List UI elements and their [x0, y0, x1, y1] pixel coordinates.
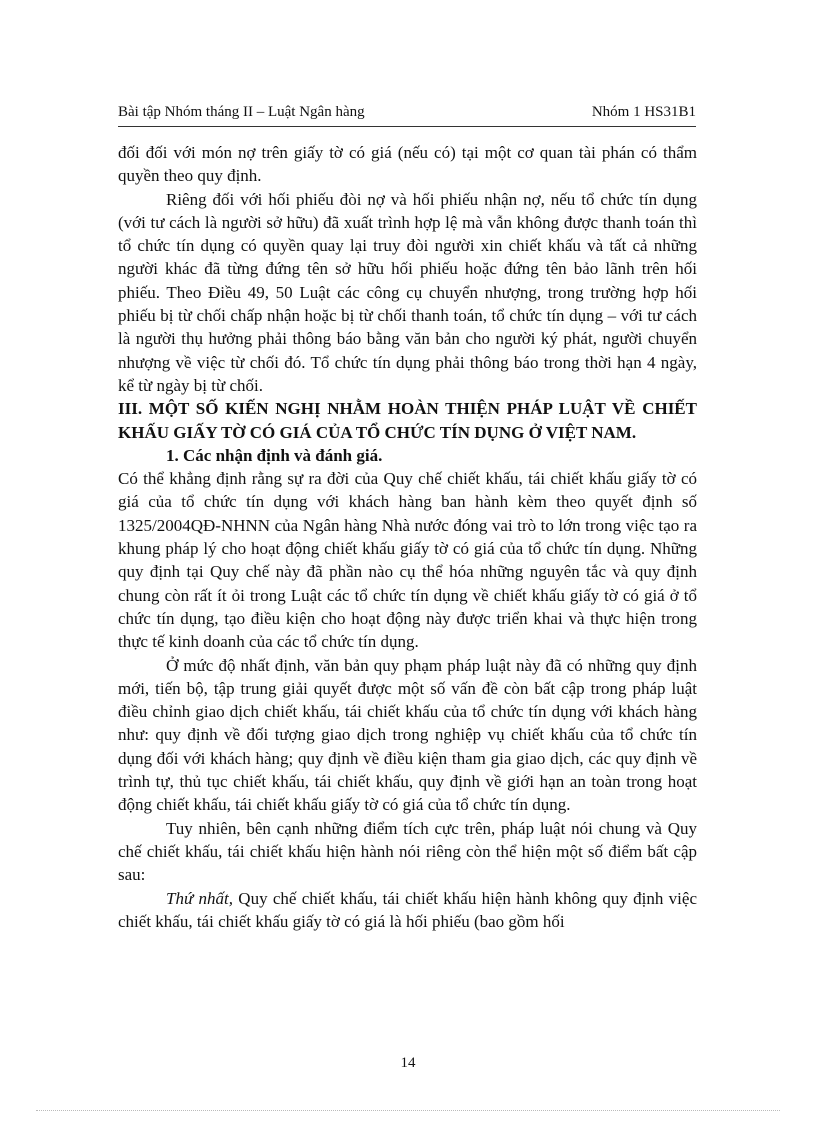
header-left-title: Bài tập Nhóm tháng II – Luật Ngân hàng [118, 104, 365, 120]
first-point-text: Quy chế chiết khấu, tái chiết khấu hiện hành không quy định việc chiết khấu, tái chiết khấu giấy tờ có giá là hối phiếu (bao gồm hối [118, 888, 697, 931]
header-divider [118, 126, 696, 127]
page-bottom-border [36, 1110, 780, 1111]
paragraph-recourse: Riêng đối với hối phiếu đòi nợ và hối phiếu nhận nợ, nếu tổ chức tín dụng (với tư cách là người sở hữu) đã xuất trình hợp lệ mà vẫn không được thanh toán thì tổ chức tín dụng có quyền quay lại truy đòi người xin chiết khấu và tất cả những người khác đã từng đứng tên sở hữu hối phiếu hoặc đứng tên bảo lãnh trên hối phiếu. Theo Điều 49, 50 Luật các công cụ chuyển nhượng, trong trường hợp hối phiếu bị từ chối chấp nhận hoặc bị từ chối thanh toán, tổ chức tín dụng – với tư cách là người thụ hưởng phải thông báo bằng văn bản cho người ký phát, người chuyển nhượng về việc từ chối đó. Tổ chức tín dụng phải thông báo trong thời hạn 4 ngày, kể từ ngày bị từ chối. [118, 189, 697, 395]
paragraph-shortcomings-intro: Tuy nhiên, bên cạnh những điểm tích cực trên, pháp luật nói chung và Quy chế chiết khấu, tái chiết khấu hiện hành nói riêng còn thể hiện một số điểm bất cập sau: [118, 818, 697, 885]
paragraph-first-point [118, 887, 697, 934]
section-heading-iii: III. MỘT SỐ KIẾN NGHỊ NHẰM HOÀN THIỆN PHÁP LUẬT VỀ CHIẾT KHẤU GIẤY TỜ CÓ GIÁ CỦA TỔ CHỨC TÍN DỤNG Ở VIỆT NAM. [118, 399, 697, 442]
first-point-lead: Thứ nhất, [166, 888, 233, 908]
page-number: 14 [400, 1055, 416, 1071]
header-right-group: Nhóm 1 HS31B1 [591, 104, 696, 120]
subsection-heading-1: 1. Các nhận định và đánh giá. [166, 445, 383, 465]
page-header [118, 104, 696, 126]
paragraph-progress: Ở mức độ nhất định, văn bản quy phạm pháp luật này đã có những quy định mới, tiến bộ, tập trung giải quyết được một số vấn đề còn bất cập trong pháp luật điều chỉnh giao dịch chiết khấu, tái chiết khấu của tổ chức tín dụng với khách hàng như: quy định về đối tượng giao dịch trong nghiệp vụ chiết khấu của tổ chức tín dụng đối với khách hàng; quy định về điều kiện tham gia giao dịch, các quy định về trình tự, thủ tục chiết khấu, tái chiết khấu, quy định về giới hạn an toàn trong hoạt động chiết khấu, tái chiết khấu giấy tờ có giá của tổ chức tín dụng. [118, 655, 697, 815]
paragraph-regulation-role: Có thể khẳng định rằng sự ra đời của Quy chế chiết khấu, tái chiết khấu giấy tờ có giá của tổ chức tín dụng với khách hàng ban hành kèm theo quyết định số 1325/2004QĐ-NHNN của Ngân hàng Nhà nước đóng vai trò to lớn trong việc tạo ra khung pháp lý cho hoạt động chiết khấu giấy tờ có giá của tổ chức tín dụng. Những quy định tại Quy chế này đã phần nào cụ thể hóa những nguyên tắc và quy định chung còn rất ít ỏi trong Luật các tổ chức tín dụng về chiết khấu giấy tờ có giá ở tổ chức tín dụng, tạo điều kiện cho hoạt động này được triển khai và thực hiện trong thực tế kinh doanh của các tổ chức tín dụng. [118, 469, 697, 652]
document-body [118, 141, 697, 933]
paragraph-continuation: đối đối với món nợ trên giấy tờ có giá (nếu có) tại một cơ quan tài phán có thẩm quyền theo quy định. [118, 143, 697, 186]
